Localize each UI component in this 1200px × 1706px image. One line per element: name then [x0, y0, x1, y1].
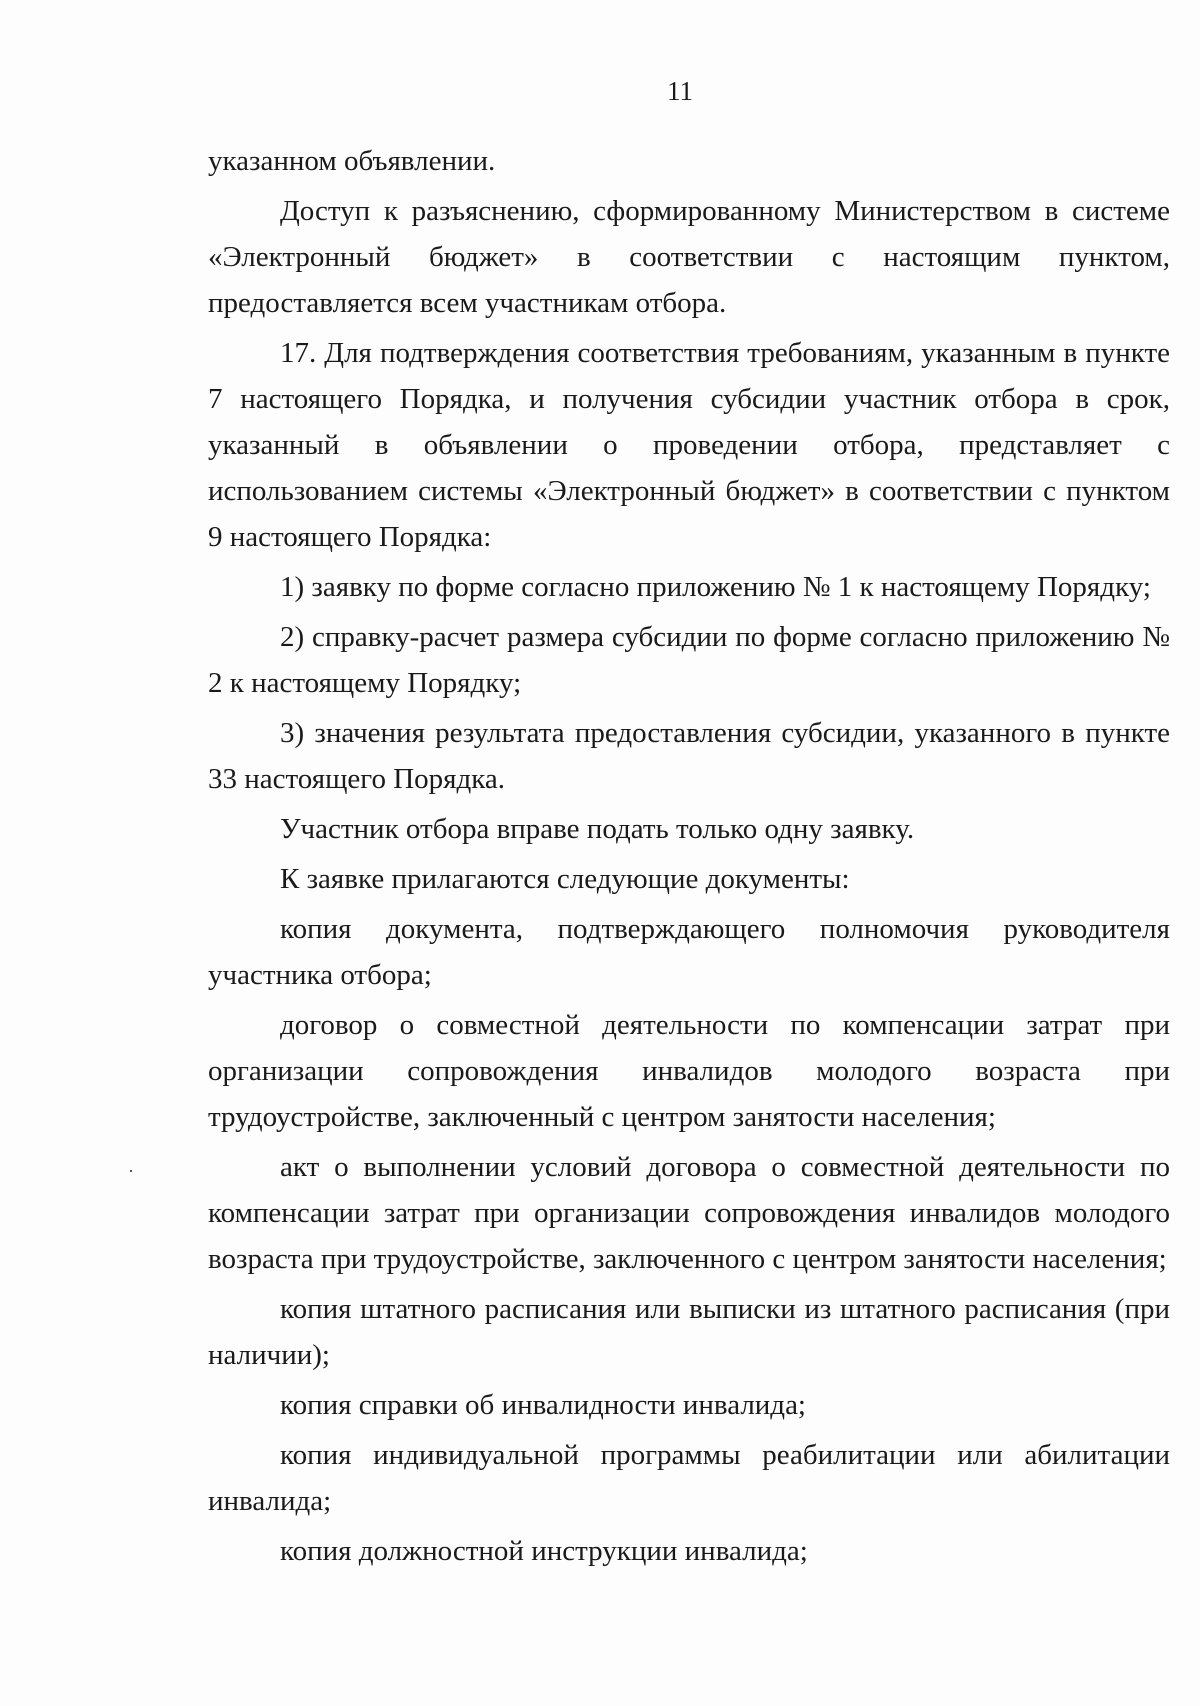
paragraph-continuation: указанном объявлении.: [208, 145, 496, 177]
list-item-application: 1) заявку по форме согласно приложению № 1 к настоящему Порядку;: [280, 571, 1151, 603]
doc-item-authority-copy: копия документа, подтверждающего полномочия руководителя участника отбора;: [208, 913, 1170, 991]
document-body: [208, 138, 1170, 1578]
paragraph-attached-documents: К заявке прилагаются следующие документы:: [280, 863, 850, 895]
paragraph-clarification-access: Доступ к разъяснению, сформированному Министерством в системе «Электронный бюджет» в соответствии с настоящим пунктом, предоставляется всем участникам отбора.: [208, 195, 1170, 319]
doc-item-disability-certificate: копия справки об инвалидности инвалида;: [280, 1389, 806, 1421]
doc-item-rehabilitation-program: копия индивидуальной программы реабилитации или абилитации инвалида;: [208, 1439, 1170, 1517]
doc-item-joint-agreement: договор о совместной деятельности по компенсации затрат при организации сопровождения инвалидов молодого возраста при трудоустройстве, заключенный с центром занятости населения;: [208, 1009, 1170, 1133]
doc-item-job-description: копия должностной инструкции инвалида;: [280, 1535, 808, 1567]
doc-item-staff-schedule: копия штатного расписания или выписки из штатного расписания (при наличии);: [208, 1293, 1170, 1371]
scan-speck: [130, 1170, 132, 1172]
paragraph-single-application: Участник отбора вправе подать только одну заявку.: [280, 813, 915, 845]
list-item-result-values: 3) значения результата предоставления субсидии, указанного в пункте 33 настоящего Порядка.: [208, 717, 1170, 795]
list-item-calculation: 2) справку-расчет размера субсидии по форме согласно приложению № 2 к настоящему Порядку;: [208, 621, 1170, 699]
page-number: 11: [667, 76, 693, 106]
doc-item-fulfillment-act: акт о выполнении условий договора о совместной деятельности по компенсации затрат при организации сопровождения инвалидов молодого возраста при трудоустройстве, заключенного с центром занятости населения;: [208, 1151, 1170, 1275]
paragraph-item-17: 17. Для подтверждения соответствия требованиям, указанным в пункте 7 настоящего Порядка, и получения субсидии участник отбора в срок, указанный в объявлении о проведении отбора, представляет с использованием системы «Электронный бюджет» в соответствии с пунктом 9 настоящего Порядка:: [208, 337, 1170, 553]
